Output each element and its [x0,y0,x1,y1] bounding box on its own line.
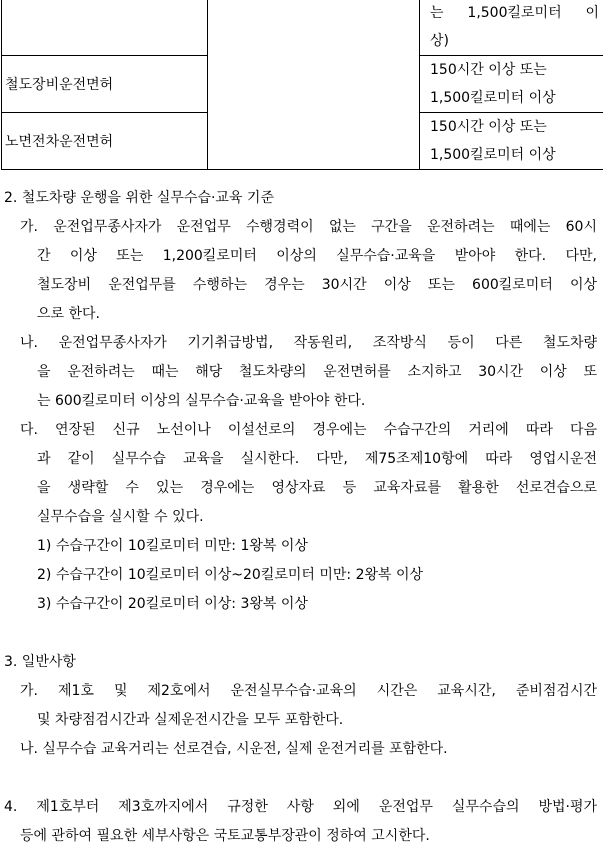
paragraph-line: 는 600킬로미터 이상의 실무수습·교육을 받아야 한다. [0,387,603,416]
cell-line: 150시간 이상 또는 [420,113,603,141]
paragraph-line: 간 이상 또는 1,200킬로미터 이상의 실무수습·교육을 받아야 한다. 다만, [0,242,603,271]
cell-line: 상) [420,27,603,55]
paragraph-line: 등에 관하여 필요한 세부사항은 국토교통부장관이 정하여 고시한다. [0,822,603,851]
list-item: 1) 수습구간이 10킬로미터 미만: 1왕복 이상 [0,532,603,561]
paragraph-line: 과 같이 실무수습 교육을 실시한다. 다만, 제75조제10항에 따라 영업시운전 [0,445,603,474]
license-name-cell [2,0,208,56]
middle-merged-cell [208,0,420,170]
spacer [0,619,603,648]
spacer [0,764,603,793]
section-2-item-ga [0,213,603,329]
list-item: 2) 수습구간이 10킬로미터 이상~20킬로미터 미만: 2왕복 이상 [0,561,603,590]
cell-line: 150시간 이상 또는 [420,56,603,84]
table-row [2,0,603,56]
paragraph-line: 가. 운전업무종사자가 운전업무 수행경력이 없는 구간을 운전하려는 때에는 60시 [0,213,603,242]
paragraph-line: 가. 제1호 및 제2호에서 운전실무수습·교육의 시간은 교육시간, 준비점검시간 [0,677,603,706]
paragraph-line: 4. 제1호부터 제3호까지에서 규정한 사항 외에 운전업무 실무수습의 방법·평가 [0,793,603,822]
paragraph-line: 나. 실무수습 교육거리는 선로견습, 시운전, 실제 운전거리를 포함한다. [0,735,603,764]
section-3-item-na [0,735,603,764]
cell-line: 1,500킬로미터 이상 [420,141,603,169]
required-hours-cell [420,56,603,113]
paragraph-line: 으로 한다. [0,300,603,329]
paragraph-line: 및 차량점검시간과 실제운전시간을 모두 포함한다. [0,706,603,735]
section-2-heading: 2. 철도차량 운행을 위한 실무수습·교육 기준 [0,184,603,213]
license-hours-table [1,0,603,170]
section-2-item-na [0,329,603,416]
license-name-cell: 철도장비운전면허 [2,56,208,113]
paragraph-line: 실무수습을 실시할 수 있다. [0,503,603,532]
section-2-sublist [0,532,603,619]
license-name-cell: 노면전차운전면허 [2,113,208,170]
cell-line: 1,500킬로미터 이상 [420,84,603,112]
section-3-heading: 3. 일반사항 [0,648,603,677]
cell-line: 는 1,500킬로미터 이 [420,0,603,27]
section-3-item-ga [0,677,603,735]
required-hours-cell [420,0,603,56]
paragraph-line: 을 생략할 수 있는 경우에는 영상자료 등 교육자료를 활용한 선로견습으로 [0,474,603,503]
paragraph-line: 다. 연장된 신규 노선이나 이설선로의 경우에는 수습구간의 거리에 따라 다음 [0,416,603,445]
list-item: 3) 수습구간이 20킬로미터 이상: 3왕복 이상 [0,590,603,619]
paragraph-line: 나. 운전업무종사자가 기기취급방법, 작동원리, 조작방식 등이 다른 철도차량 [0,329,603,358]
paragraph-line: 을 운전하려는 때는 해당 철도차량의 운전면허를 소지하고 30시간 이상 또 [0,358,603,387]
paragraph-line: 철도장비 운전업무를 수행하는 경우는 30시간 이상 또는 600킬로미터 이상 [0,271,603,300]
regulation-text [0,184,603,851]
required-hours-cell [420,113,603,170]
section-2-item-da [0,416,603,532]
section-4 [0,793,603,851]
